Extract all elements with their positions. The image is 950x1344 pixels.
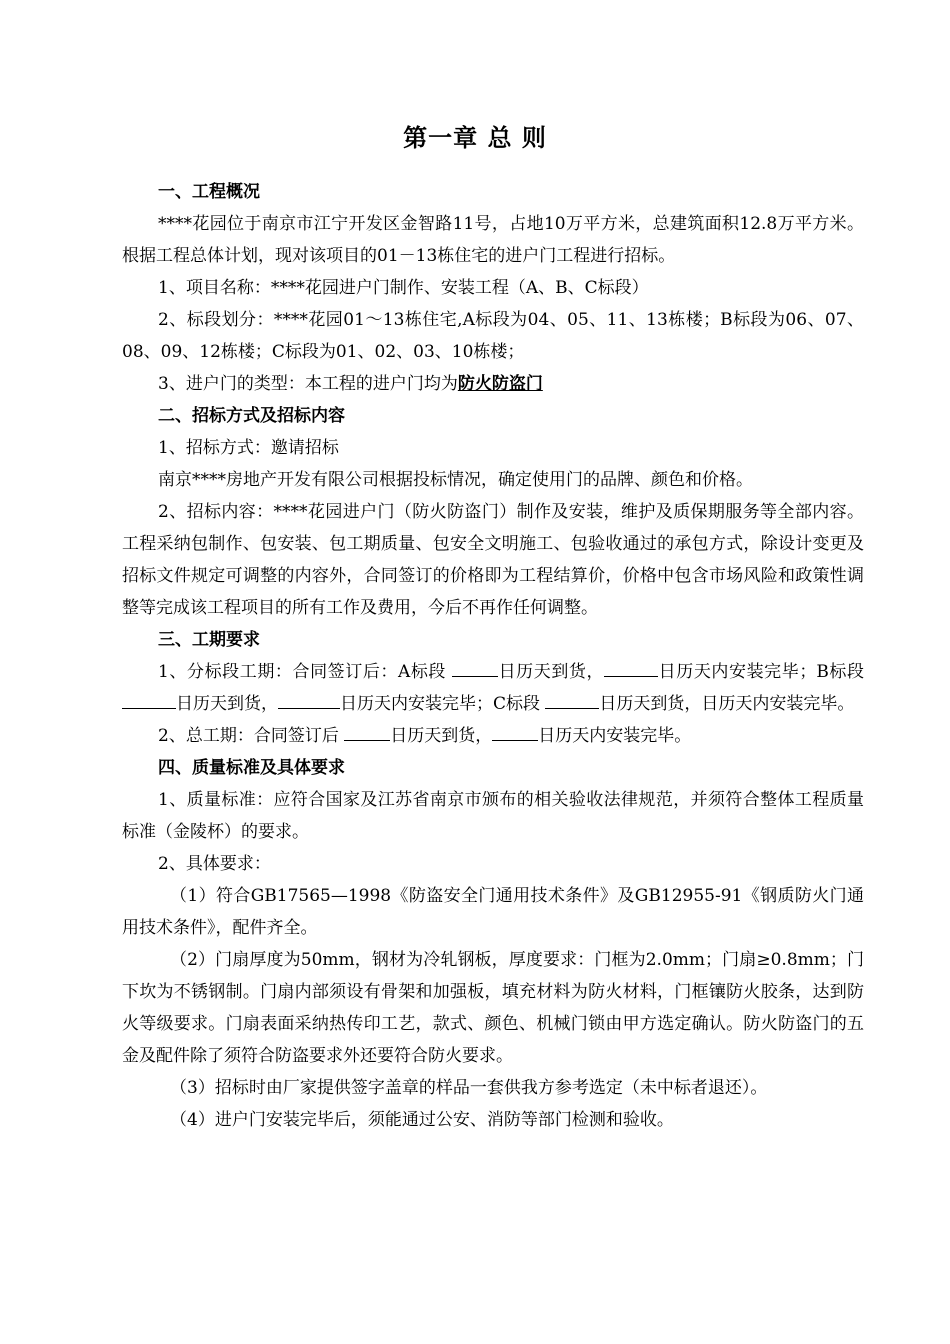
blank-total-install bbox=[492, 722, 538, 741]
section-3-item-1-part-c: 日历天内安装完毕；B标段 bbox=[658, 662, 865, 682]
blank-total-delivery bbox=[344, 722, 390, 741]
door-type-emphasis: 防火防盗门 bbox=[457, 374, 543, 394]
blank-b-delivery bbox=[122, 690, 176, 709]
section-3-item-1-part-a: 1、分标段工期：合同签订后：A标段 bbox=[158, 662, 452, 682]
section-1-item-1: 1、项目名称：****花园进户门制作、安装工程（A、B、C标段） bbox=[158, 278, 649, 298]
blank-a-install bbox=[604, 658, 658, 677]
section-3-item-2 bbox=[122, 720, 864, 752]
section-4-heading: 四、质量标准及具体要求 bbox=[158, 758, 345, 778]
section-4-item-2: 2、具体要求： bbox=[158, 854, 271, 874]
section-2-heading: 二、招标方式及招标内容 bbox=[158, 406, 345, 426]
section-3-item-1 bbox=[122, 656, 864, 720]
section-2-item-1: 1、招标方式：邀请招标 bbox=[158, 438, 339, 458]
section-4-sub-3: （3）招标时由厂家提供签字盖章的样品一套供我方参考选定（未中标者退还）。 bbox=[170, 1078, 768, 1098]
blank-a-delivery bbox=[452, 658, 498, 677]
blank-b-install bbox=[278, 690, 340, 709]
section-1-intro: ****花园位于南京市江宁开发区金智路11号，占地10万平方米，总建筑面积12.8万平方米。根据工程总体计划，现对该项目的01－13栋住宅的进户门工程进行招标。 bbox=[122, 214, 864, 266]
section-1-item-2: 2、标段划分：****花园01～13栋住宅,A标段为04、05、11、13栋楼；B标段为06、07、08、09、12栋楼；C标段为01、02、03、10栋楼； bbox=[122, 310, 864, 362]
section-3-heading: 三、工期要求 bbox=[158, 630, 260, 650]
section-4-sub-1: （1）符合GB17565—1998《防盗安全门通用技术条件》及GB12955-91《钢质防火门通用技术条件》，配件齐全。 bbox=[122, 886, 864, 938]
section-3-item-1-part-e: 日历天内安装完毕；C标段 bbox=[340, 694, 546, 714]
blank-c-delivery bbox=[545, 690, 599, 709]
section-4-item-1: 1、质量标准：应符合国家及江苏省南京市颁布的相关验收法律规范，并须符合整体工程质量标准（金陵杯）的要求。 bbox=[122, 790, 864, 842]
chapter-title: 第一章 总 则 bbox=[403, 124, 547, 152]
section-2-item-1-detail: 南京****房地产开发有限公司根据投标情况，确定使用门的品牌、颜色和价格。 bbox=[158, 470, 753, 490]
section-3-item-1-part-g: 日历天内安装完毕。 bbox=[701, 694, 855, 714]
section-3-item-2-part-a: 2、总工期：合同签订后 bbox=[158, 726, 345, 746]
section-4-sub-2: （2）门扇厚度为50mm，钢材为冷轧钢板，厚度要求：门框为2.0mm；门扇≥0.8mm；门下坎为不锈钢制。门扇内部须设有骨架和加强板，填充材料为防火材料，门框镶防火胶条，达到防火等级要求。门扇表面采纳热传印工艺，款式、颜色、机械门锁由甲方选定确认。防火防盗门的五金及配件除了须符合防盗要求外还要符合防火要求。 bbox=[122, 950, 864, 1066]
document-body bbox=[122, 176, 864, 1136]
section-1-item-3-text: 3、进户门的类型：本工程的进户门均为 bbox=[158, 374, 458, 394]
section-3-item-1-part-f: 日历天到货， bbox=[599, 694, 702, 714]
section-2-item-2: 2、招标内容：****花园进户门（防火防盗门）制作及安装，维护及质保期服务等全部内容。工程采纳包制作、包安装、包工期质量、包安全文明施工、包验收通过的承包方式，除设计变更及招标文件规定可调整的内容外，合同签订的价格即为工程结算价，价格中包含市场风险和政策性调整等完成该工程项目的所有工作及费用，今后不再作任何调整。 bbox=[122, 502, 864, 618]
section-3-item-1-part-d: 日历天到货， bbox=[176, 694, 278, 714]
section-3-item-1-part-b: 日历天到货， bbox=[498, 662, 605, 682]
section-1-item-3 bbox=[122, 368, 864, 400]
section-3-item-2-part-c: 日历天内安装完毕。 bbox=[538, 726, 692, 746]
section-3-item-2-part-b: 日历天到货， bbox=[390, 726, 493, 746]
section-1-heading: 一、工程概况 bbox=[158, 182, 260, 202]
section-4-sub-4: （4）进户门安装完毕后，须能通过公安、消防等部门检测和验收。 bbox=[170, 1110, 674, 1130]
